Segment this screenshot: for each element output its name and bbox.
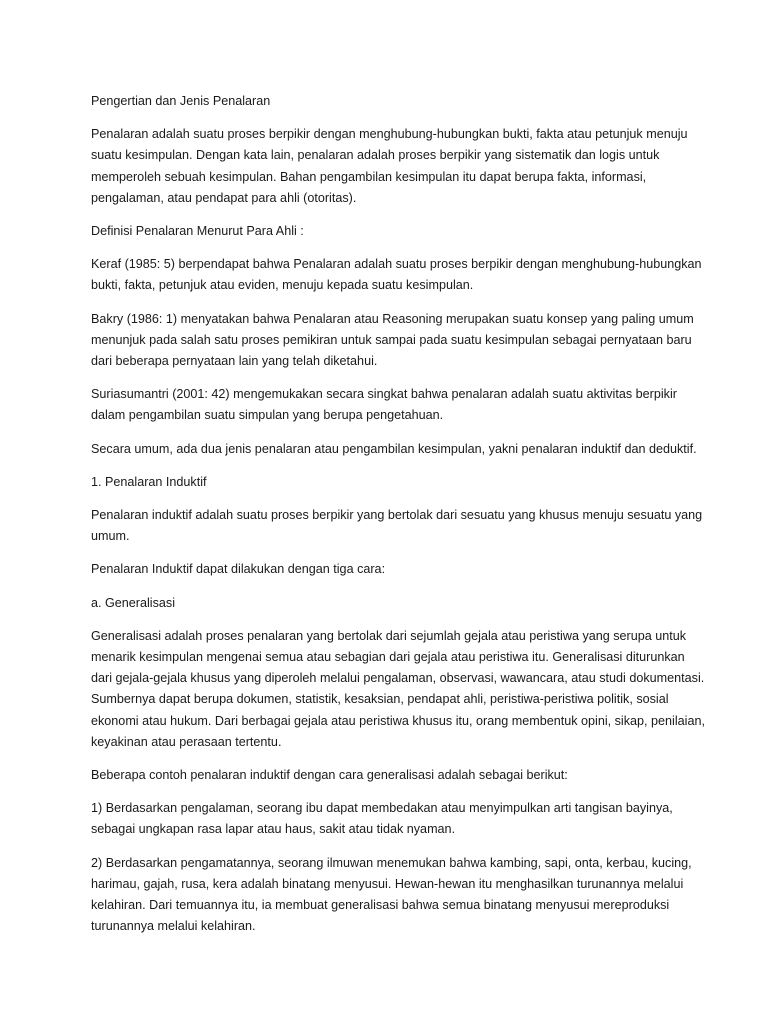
paragraph-bakry: Bakry (1986: 1) menyatakan bahwa Penalaran atau Reasoning merupakan suatu konsep yang paling umum menunjuk pada salah satu proses pemikiran untuk sampai pada suatu kesimpulan sebagai pernyataan baru dari beberapa pernyataan lain yang telah diketahui. [91, 311, 694, 369]
paragraph-generalization: Generalisasi adalah proses penalaran yang bertolak dari sejumlah gejala atau peristiwa yang serupa untuk menarik kesimpulan mengenai semua atau sebagian dari gejala atau peristiwa itu. Generalisasi diturunkan dari gejala-gejala khusus yang diperoleh melalui pengalaman, observasi, wawancara, atau studi dokumentasi. Sumbernya dapat berupa dokumen, statistik, kesaksian, pendapat ahli, peristiwa-peristiwa politik, sosial ekonomi atau hukum. Dari berbagai gejala atau peristiwa khusus itu, orang membentuk opini, sikap, penilaian, keyakinan atau perasaan tertentu. [91, 628, 705, 749]
paragraph-keraf: Keraf (1985: 5) berpendapat bahwa Penalaran adalah suatu proses berpikir dengan menghubung-hubungkan bukti, fakta, petunjuk atau eviden, menuju kepada suatu kesimpulan. [91, 257, 702, 293]
paragraph-examples-intro: Beberapa contoh penalaran induktif dengan cara generalisasi adalah sebagai berikut: [91, 768, 568, 783]
section-heading-experts: Definisi Penalaran Menurut Para Ahli : [91, 224, 304, 239]
document-title: Pengertian dan Jenis Penalaran [91, 94, 271, 108]
paragraph-example-1: 1) Berdasarkan pengalaman, seorang ibu dapat membedakan atau menyimpulkan arti tangisan bayinya, sebagai ungkapan rasa lapar atau haus, sakit atau tidak nyaman. [91, 801, 673, 837]
subheading-generalization: a. Generalisasi [91, 595, 175, 610]
section-heading-inductive: 1. Penalaran Induktif [91, 474, 207, 489]
paragraph-types: Secara umum, ada dua jenis penalaran atau pengambilan kesimpulan, yakni penalaran induktif dan deduktif. [91, 441, 697, 456]
paragraph-three-ways: Penalaran Induktif dapat dilakukan dengan tiga cara: [91, 562, 386, 577]
paragraph-definition: Penalaran adalah suatu proses berpikir dengan menghubung-hubungkan bukti, fakta atau petunjuk menuju suatu kesimpulan. Dengan kata lain, penalaran adalah proses berpikir yang sistematik dan logis untuk memperoleh sebuah kesimpulan. Bahan pengambilan kesimpulan itu dapat berupa fakta, informasi, pengalaman, atau pendapat para ahli (otoritas). [91, 127, 688, 205]
paragraph-inductive-definition: Penalaran induktif adalah suatu proses berpikir yang bertolak dari sesuatu yang khusus menuju sesuatu yang umum. [91, 508, 703, 544]
paragraph-example-2: 2) Berdasarkan pengamatannya, seorang ilmuwan menemukan bahwa kambing, sapi, onta, kerbau, kucing, harimau, gajah, rusa, kera adalah binatang menyusui. Hewan-hewan itu menghasilkan turunannya melalui kelahiran. Dari temuannya itu, ia membuat generalisasi bahwa semua binatang menyusui mereproduksi turunannya melalui kelahiran. [91, 855, 692, 934]
paragraph-suriasumantri: Suriasumantri (2001: 42) mengemukakan secara singkat bahwa penalaran adalah suatu aktivitas berpikir dalam pengambilan suatu simpulan yang berupa pengetahuan. [91, 387, 677, 423]
